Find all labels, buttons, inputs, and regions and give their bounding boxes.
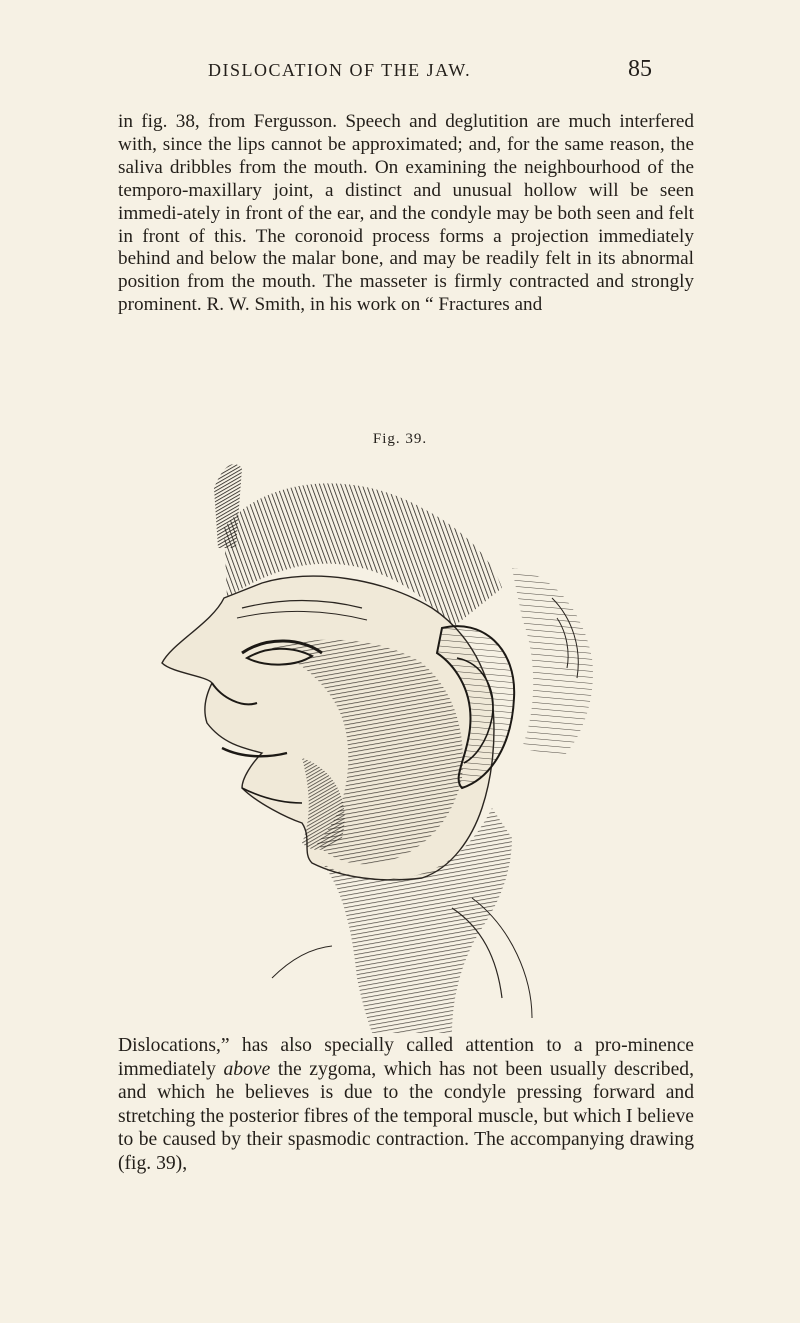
figure-caption: Fig. 39.: [372, 431, 428, 447]
page-number: 85: [628, 56, 652, 82]
body-paragraph-top: in fig. 38, from Fergusson. Speech and deglutition are much interfered with, since the lips cannot be approximated; and, for the same reason, the saliva dribbles from the mouth. On examining the neighbourhood of the temporo-maxillary joint, a distinct and unusual hollow will be seen immedi-ately in front of the ear, and the condyle may be both seen and felt in front of this. The coronoid process forms a projection immediately behind and below the malar bone, and may be readily felt in its abnormal position from the mouth. The masseter is firmly contracted and strongly prominent. R. W. Smith, in his work on “ Fractures and: [118, 111, 694, 316]
running-title: DISLOCATION OF THE JAW.: [208, 60, 472, 80]
body-paragraph-bottom: [118, 1034, 694, 1176]
body-paragraph-bottom-part2: the zygoma, which has not been usually described, and which he believes is due to the condyle pressing forward and stretching the posterior fibres of the temporal muscle, but which I believe to be caused by their spasmodic contraction. The accompanying drawing (fig. 39),: [118, 1058, 694, 1174]
figure-illustration: [152, 458, 652, 1034]
running-head: [0, 56, 800, 86]
body-paragraph-bottom-part1: Dislocations,” has also specially called attention to a pro-minence immediately: [118, 1035, 694, 1080]
emphasis-above: above: [223, 1058, 271, 1080]
